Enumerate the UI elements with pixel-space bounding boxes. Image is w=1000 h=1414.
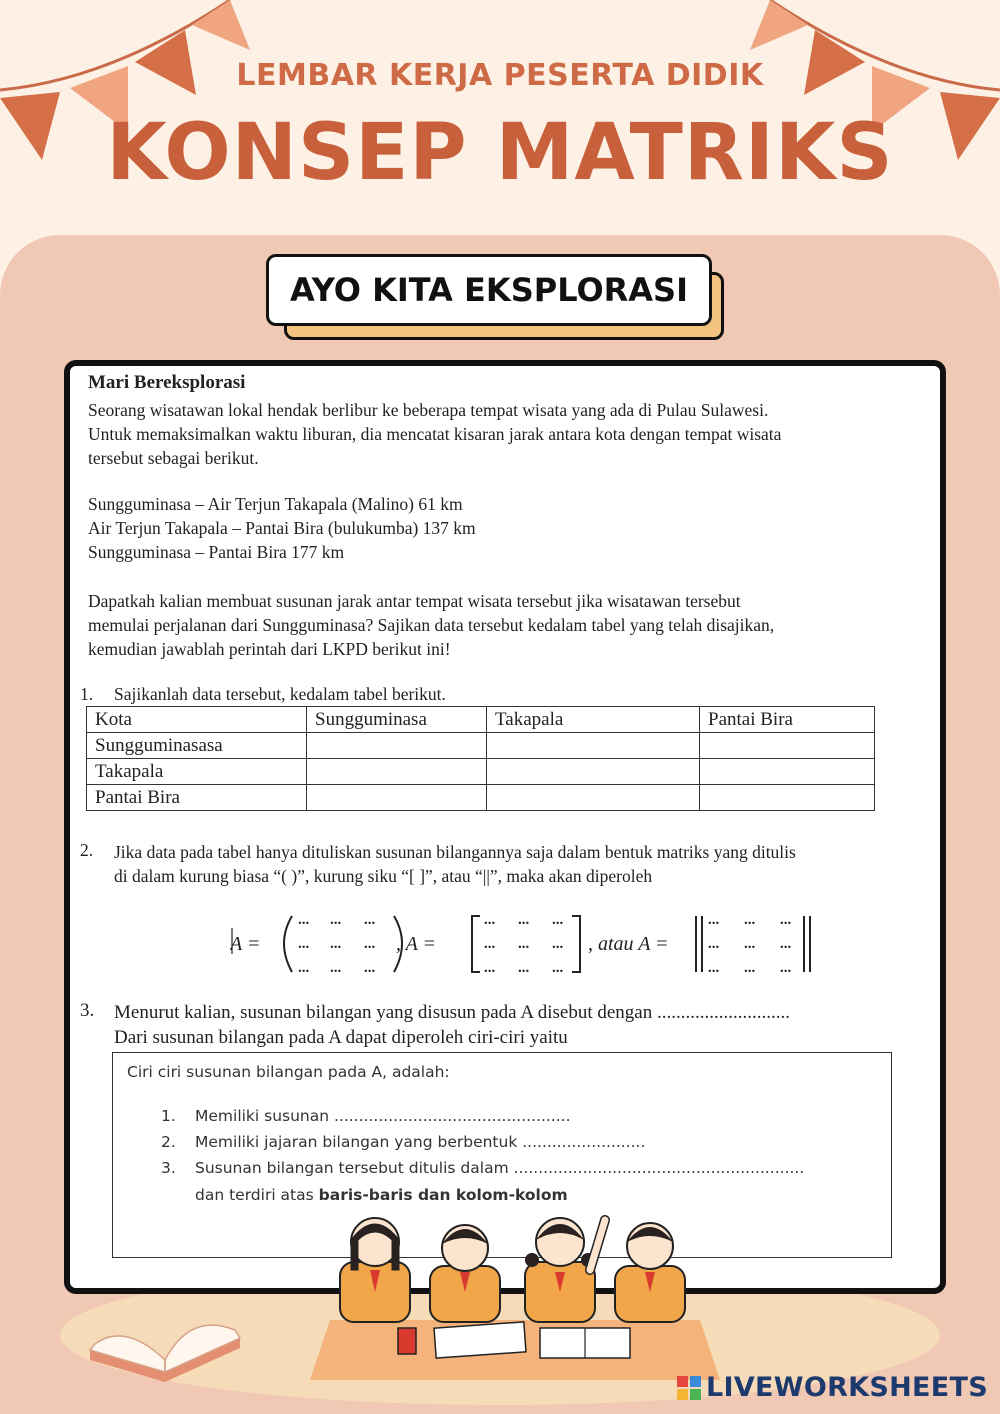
liveworksheets-icon [676, 1375, 702, 1401]
distance-item: Sungguminasa – Pantai Bira 177 km [88, 542, 345, 562]
ciri-last-prefix: dan terdiri atas [195, 1186, 319, 1204]
intro-line: Seorang wisatawan lokal hendak berlibur ke beberapa tempat wisata yang ada di Pulau Sulawesi. [88, 400, 769, 420]
svg-text:...: ... [708, 912, 720, 928]
ciri-item-number: 3. [161, 1159, 176, 1177]
table-header-cell: Sungguminasa [307, 707, 487, 733]
q3-text [114, 1000, 790, 1050]
svg-text:...: ... [298, 960, 310, 976]
intro-paragraph [88, 398, 781, 470]
svg-text:...: ... [518, 936, 530, 952]
q2-line: Jika data pada tabel hanya dituliskan susunan bilangannya saja dalam bentuk matriks yang ditulis [114, 842, 796, 862]
svg-text:...: ... [708, 960, 720, 976]
table-input-cell[interactable] [307, 785, 487, 811]
q1-number: 1. [80, 684, 94, 704]
table-header-cell: Takapala [487, 707, 700, 733]
formula-label-a: A = [230, 933, 261, 955]
q3-line: Menurut kalian, susunan bilangan yang disusun pada A disebut dengan ............................ [114, 1002, 790, 1023]
table-row [87, 733, 875, 759]
svg-text:...: ... [484, 936, 496, 952]
svg-text:...: ... [744, 912, 756, 928]
svg-text:...: ... [780, 912, 792, 928]
question-line: memulai perjalanan dari Sungguminasa? Sajikan data tersebut kedalam tabel yang telah disajikan, [88, 615, 775, 635]
svg-text:...: ... [744, 936, 756, 952]
svg-text:...: ... [364, 936, 376, 952]
svg-text:...: ... [552, 960, 564, 976]
table-input-cell[interactable] [487, 785, 700, 811]
table-input-cell[interactable] [700, 785, 875, 811]
q2-number: 2. [80, 840, 94, 860]
svg-text:...: ... [518, 960, 530, 976]
table-input-cell[interactable] [307, 759, 487, 785]
table-row [87, 785, 875, 811]
svg-text:...: ... [330, 912, 342, 928]
question-line: Dapatkah kalian membuat susunan jarak antar tempat wisata tersebut jika wisatawan tersebut [88, 591, 741, 611]
ciri-item-text: Memiliki susunan ................................................ [195, 1107, 571, 1125]
intro-heading: Mari Bereksplorasi [88, 372, 246, 393]
students-illustration [300, 1200, 730, 1380]
ciri-item-text: Susunan bilangan tersebut ditulis dalam ........................................................... [195, 1159, 805, 1177]
svg-text:...: ... [330, 936, 342, 952]
table-input-cell[interactable] [700, 733, 875, 759]
svg-text:...: ... [364, 960, 376, 976]
question-line: kemudian jawablah perintah dari LKPD berikut ini! [88, 639, 451, 659]
svg-text:...: ... [484, 960, 496, 976]
q2-line: di dalam kurung biasa “( )”, kurung siku “[ ]”, atau “||”, maka akan diperoleh [114, 866, 653, 886]
svg-text:...: ... [518, 912, 530, 928]
svg-text:...: ... [780, 936, 792, 952]
ciri-item-number: 1. [161, 1107, 176, 1125]
table-header-cell: Kota [87, 707, 307, 733]
intro-question [88, 589, 774, 661]
table-input-cell[interactable] [700, 759, 875, 785]
table-row-label: Takapala [87, 759, 307, 785]
distance-item: Sungguminasa – Air Terjun Takapala (Malino) 61 km [88, 494, 463, 514]
svg-text:...: ... [552, 936, 564, 952]
open-book-illustration [80, 1300, 250, 1385]
worksheet-subtitle: LEMBAR KERJA PESERTA DIDIK [236, 58, 764, 93]
ciri-item-number: 2. [161, 1133, 176, 1151]
svg-text:...: ... [780, 960, 792, 976]
table-header-cell: Pantai Bira [700, 707, 875, 733]
svg-text:...: ... [298, 912, 310, 928]
svg-text:...: ... [744, 960, 756, 976]
table-row-label: Sungguminasasa [87, 733, 307, 759]
liveworksheets-logo[interactable] [676, 1372, 988, 1403]
formula-label-sep: , A = [396, 933, 436, 955]
section-banner: AYO KITA EKSPLORASI [266, 254, 712, 326]
liveworksheets-text: LIVEWORKSHEETS [705, 1372, 988, 1403]
table-row [87, 759, 875, 785]
distance-list [88, 492, 476, 564]
formula-label-atau: , atau A = [588, 933, 669, 955]
svg-text:...: ... [330, 960, 342, 976]
ciri-last-bold: baris-baris dan kolom-kolom [318, 1186, 568, 1204]
q3-number: 3. [80, 1000, 95, 1021]
svg-text:...: ... [484, 912, 496, 928]
svg-text:...: ... [708, 936, 720, 952]
table-input-cell[interactable] [487, 759, 700, 785]
matrix-formula [230, 910, 820, 976]
distance-table [86, 706, 875, 811]
svg-text:...: ... [298, 936, 310, 952]
table-input-cell[interactable] [487, 733, 700, 759]
intro-line: Untuk memaksimalkan waktu liburan, dia mencatat kisaran jarak antara kota dengan tempat wisata [88, 424, 782, 444]
distance-item: Air Terjun Takapala – Pantai Bira (bulukumba) 137 km [88, 518, 476, 538]
worksheet-title: KONSEP MATRIKS [106, 108, 894, 198]
table-header-row [87, 707, 875, 733]
table-input-cell[interactable] [307, 733, 487, 759]
svg-text:...: ... [364, 912, 376, 928]
intro-line: tersebut sebagai berikut. [88, 448, 259, 468]
q2-text [114, 840, 796, 888]
table-row-label: Pantai Bira [87, 785, 307, 811]
ciri-box-title: Ciri ciri susunan bilangan pada A, adalah: [127, 1063, 450, 1081]
q1-text: Sajikanlah data tersebut, kedalam tabel berikut. [114, 684, 446, 704]
q3-line: Dari susunan bilangan pada A dapat diperoleh ciri-ciri yaitu [114, 1027, 568, 1048]
svg-text:...: ... [552, 912, 564, 928]
ciri-item-text: Memiliki jajaran bilangan yang berbentuk ......................... [195, 1133, 646, 1151]
